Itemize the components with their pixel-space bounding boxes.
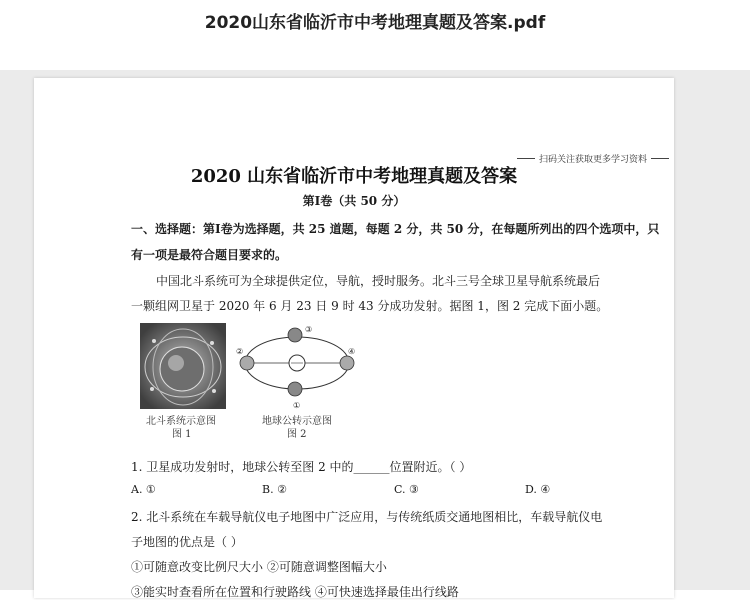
watermark-text: 扫码关注获取更多学习资料 [539, 155, 648, 165]
question-2-line-2: 子地图的优点是（ ） [131, 535, 243, 549]
fig2-caption: 地球公转示意图 [262, 416, 332, 427]
fig1-number: 图 1 [172, 429, 192, 440]
fig2-label-2: ② [236, 347, 244, 356]
section-title: 第Ⅰ卷（共 50 分） [302, 194, 406, 208]
question-2-items-2: ③能实时查看所在位置和行驶路线 ④可快速选择最佳出行线路 [131, 585, 459, 599]
document-title: 2020 山东省临沂市中考地理真题及答案 [190, 166, 518, 187]
watermark-dash-left [517, 158, 535, 159]
question-2-line-1: 2. 北斗系统在车载导航仪电子地图中广泛应用，与传统纸质交通地图相比，车载导航仪电 [131, 510, 603, 524]
instruction-line-2: 有一项是最符合题目要求的。 [131, 248, 288, 262]
intro-line-2: 一颗组网卫星于 2020 年 6 月 23 日 9 时 43 分成功发射。据图 1，图 2 完成下面小题。 [131, 299, 609, 313]
q1-option-c: C. ③ [394, 483, 419, 496]
file-title: 2020山东省临沂市中考地理真题及答案.pdf [204, 13, 546, 33]
earth-revolution-figure [236, 323, 358, 411]
intro-line-1: 中国北斗系统可为全球提供定位，导航，授时服务。北斗三号全球卫星导航系统最后 [156, 274, 601, 288]
instruction-line-1: 一、选择题：第Ⅰ卷为选择题，共 25 道题，每题 2 分，共 50 分，在每题所列出的四个选项中，只 [131, 222, 660, 236]
viewer-header [0, 0, 750, 70]
fig2-label-3: ③ [305, 325, 313, 334]
fig2-number: 图 2 [287, 429, 307, 440]
question-2-items-1: ①可随意改变比例尺大小 ②可随意调整图幅大小 [131, 560, 387, 574]
fig2-label-1: ① [293, 401, 301, 410]
beidou-system-figure [140, 323, 226, 409]
q1-option-b: B. ② [262, 483, 287, 496]
watermark-dash-right [651, 158, 669, 159]
q1-option-d: D. ④ [525, 483, 551, 496]
question-1: 1. 卫星成功发射时，地球公转至图 2 中的______位置附近。（ ） [131, 460, 472, 474]
fig1-caption: 北斗系统示意图 [146, 416, 216, 427]
fig2-label-4: ④ [348, 347, 356, 356]
q1-option-a: A. ① [131, 483, 156, 496]
pdf-page [34, 78, 674, 598]
